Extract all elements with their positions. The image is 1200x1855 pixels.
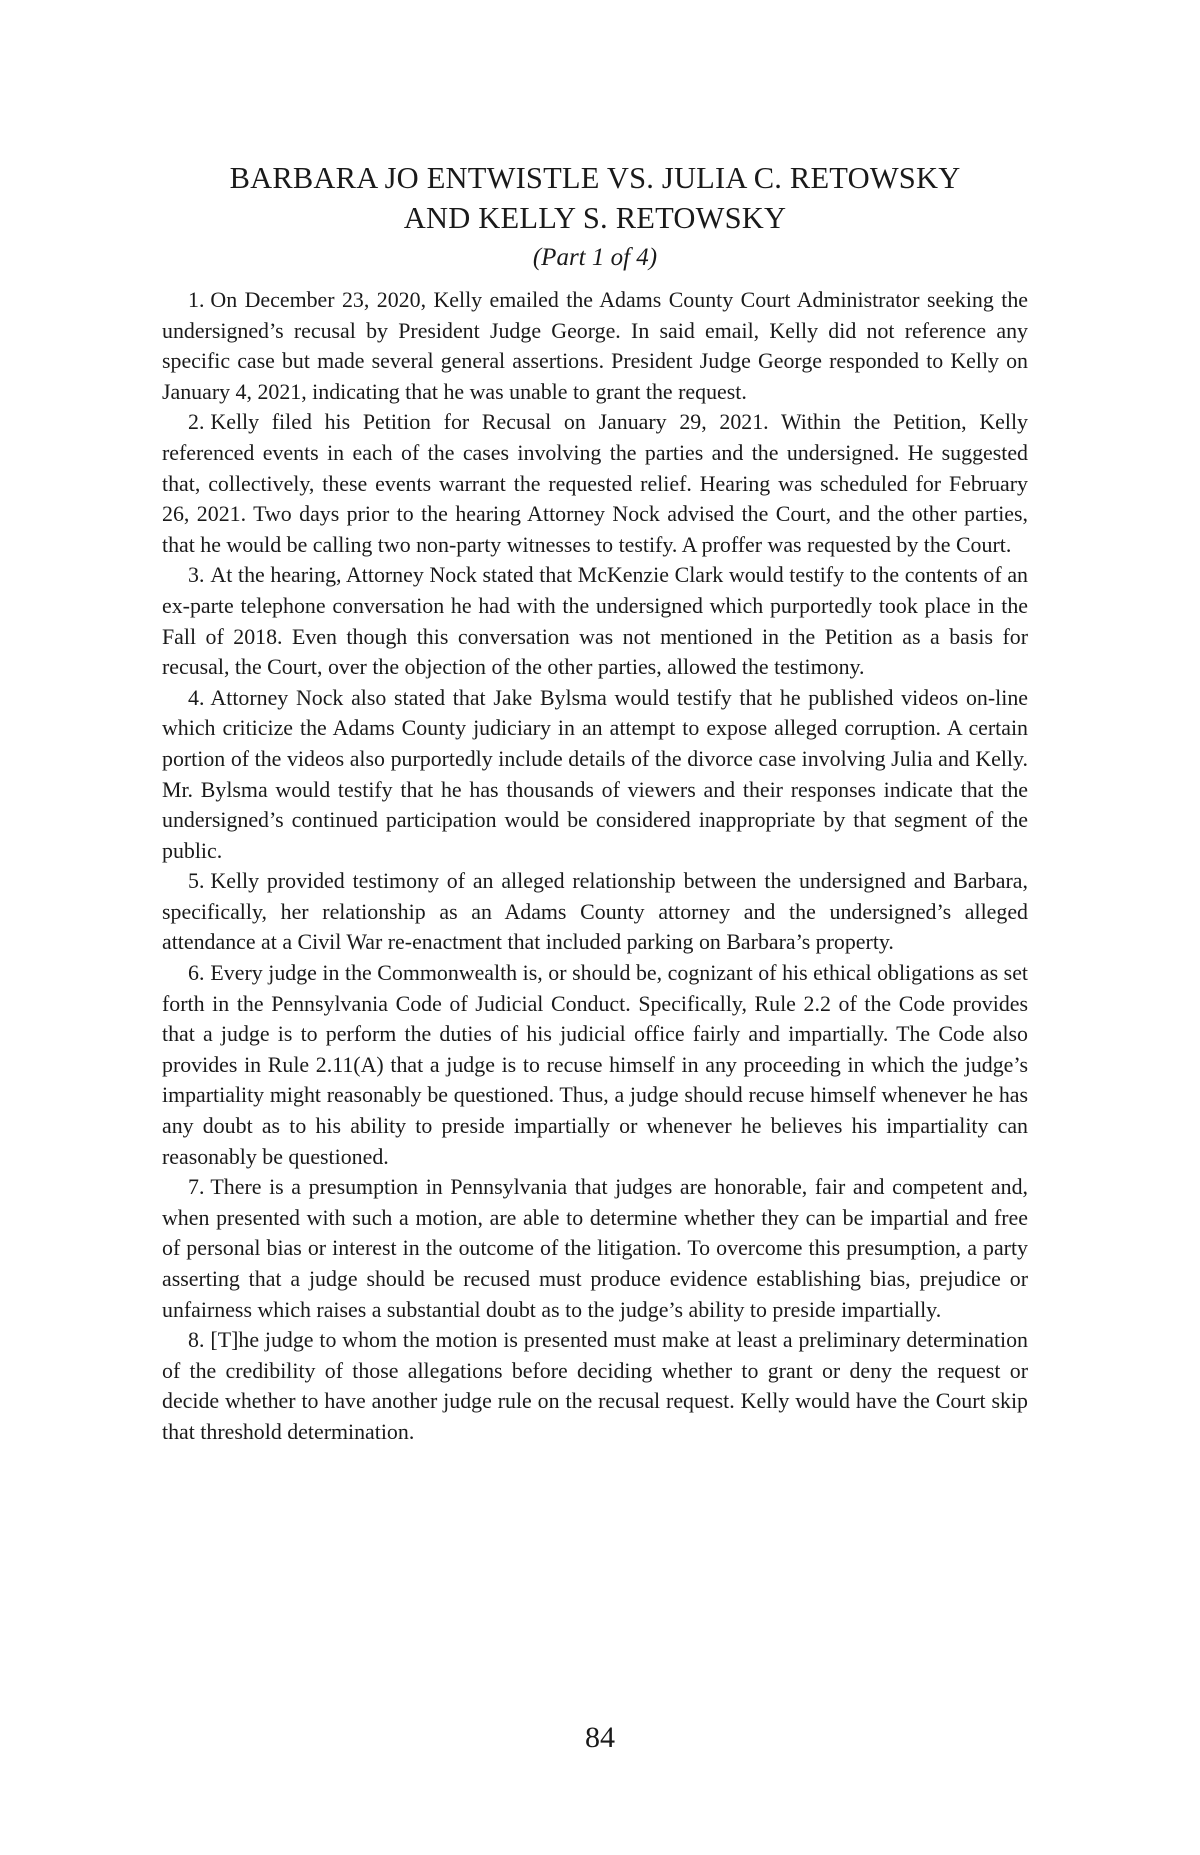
- paragraph-number: 8.: [188, 1327, 205, 1353]
- paragraph-8: [162, 1325, 1028, 1447]
- paragraph-number: 4.: [188, 684, 205, 710]
- paragraph-number: 2.: [188, 409, 205, 435]
- paragraph-text: Every judge in the Commonwealth is, or should be, cognizant of his ethical obligations as set forth in the Pennsylvania Code of Judicial Conduct. Specifically, Rule 2.2 of the Code provides that a judge is to perform the duties of his judicial office fairly and impartially. The Code also provides in Rule 2.11(A) that a judge is to recuse himself in any proceeding in which the judge’s impartiality might reasonably be questioned. Thus, a judge should recuse himself whenever he has any doubt as to his ability to preside impartially or whenever he believes his impartiality can reasonably be questioned.: [162, 960, 1028, 1169]
- paragraph-number: 5.: [188, 868, 205, 894]
- paragraph-3: [162, 560, 1028, 682]
- paragraph-number: 7.: [188, 1174, 205, 1200]
- paragraph-number: 3.: [188, 562, 205, 588]
- paragraph-6: [162, 958, 1028, 1172]
- paragraph-text: Attorney Nock also stated that Jake Bylsma would testify that he published videos on-line which criticize the Adams County judiciary in an attempt to expose alleged corruption. A certain portion of the videos also purportedly include details of the divorce case involving Julia and Kelly. Mr. Bylsma would testify that he has thousands of viewers and their responses indicate that the undersigned’s continued participation would be considered inappropriate by that segment of the public.: [162, 684, 1028, 863]
- paragraph-number: 1.: [188, 287, 205, 312]
- page-number: 84: [585, 1721, 615, 1754]
- paragraph-4: [162, 683, 1028, 867]
- title-block: [160, 158, 1030, 278]
- paragraph-text: Kelly provided testimony of an alleged relationship between the undersigned and Barbara, specifically, her relationship as an Adams County attorney and the undersigned’s alleged attendance at a Civil War re-enactment that included parking on Barbara’s property.: [162, 868, 1028, 955]
- paragraph-2: [162, 407, 1028, 560]
- paragraph-number: 6.: [188, 960, 205, 986]
- case-title-line-2: AND KELLY S. RETOWSKY: [403, 201, 787, 235]
- opinion-body: [162, 285, 1028, 1448]
- paragraph-1: [162, 285, 1028, 407]
- part-subtitle: (Part 1 of 4): [532, 244, 658, 271]
- paragraph-text: On December 23, 2020, Kelly emailed the Adams County Court Administrator seeking the undersigned’s recusal by President Judge George. In said email, Kelly did not reference any specific case but made several general assertions. President Judge George responded to Kelly on January 4, 2021, indicating that he was unable to grant the request.: [162, 287, 1028, 404]
- paragraph-text: At the hearing, Attorney Nock stated that McKenzie Clark would testify to the contents of an ex-parte telephone conversation he had with the undersigned which purportedly took place in the Fall of 2018. Even though this conversation was not mentioned in the Petition as a basis for recusal, the Court, over the objection of the other parties, allowed the testimony.: [162, 562, 1028, 680]
- case-title-line-1: BARBARA JO ENTWISTLE VS. JULIA C. RETOWSKY: [229, 161, 961, 195]
- paragraph-7: [162, 1172, 1028, 1325]
- paragraph-text: Kelly filed his Petition for Recusal on January 29, 2021. Within the Petition, Kelly referenced events in each of the cases involving the parties and the undersigned. He suggested that, collectively, these events warrant the requested relief. Hearing was scheduled for February 26, 2021. Two days prior to the hearing Attorney Nock advised the Court, and the other parties, that he would be calling two non-party witnesses to testify. A proffer was requested by the Court.: [162, 409, 1028, 557]
- paragraph-text: There is a presumption in Pennsylvania that judges are honorable, fair and competent and, when presented with such a motion, are able to determine whether they can be impartial and free of personal bias or interest in the outcome of the litigation. To overcome this presumption, a party asserting that a judge should be recused must produce evidence establishing bias, prejudice or unfairness which raises a substantial doubt as to the judge’s ability to preside impartially.: [162, 1174, 1028, 1322]
- paragraph-5: [162, 866, 1028, 958]
- paragraph-text: [T]he judge to whom the motion is presented must make at least a preliminary determination of the credibility of those allegations before deciding whether to grant or deny the request or decide whether to have another judge rule on the recusal request. Kelly would have the Court skip that threshold determination.: [162, 1327, 1028, 1444]
